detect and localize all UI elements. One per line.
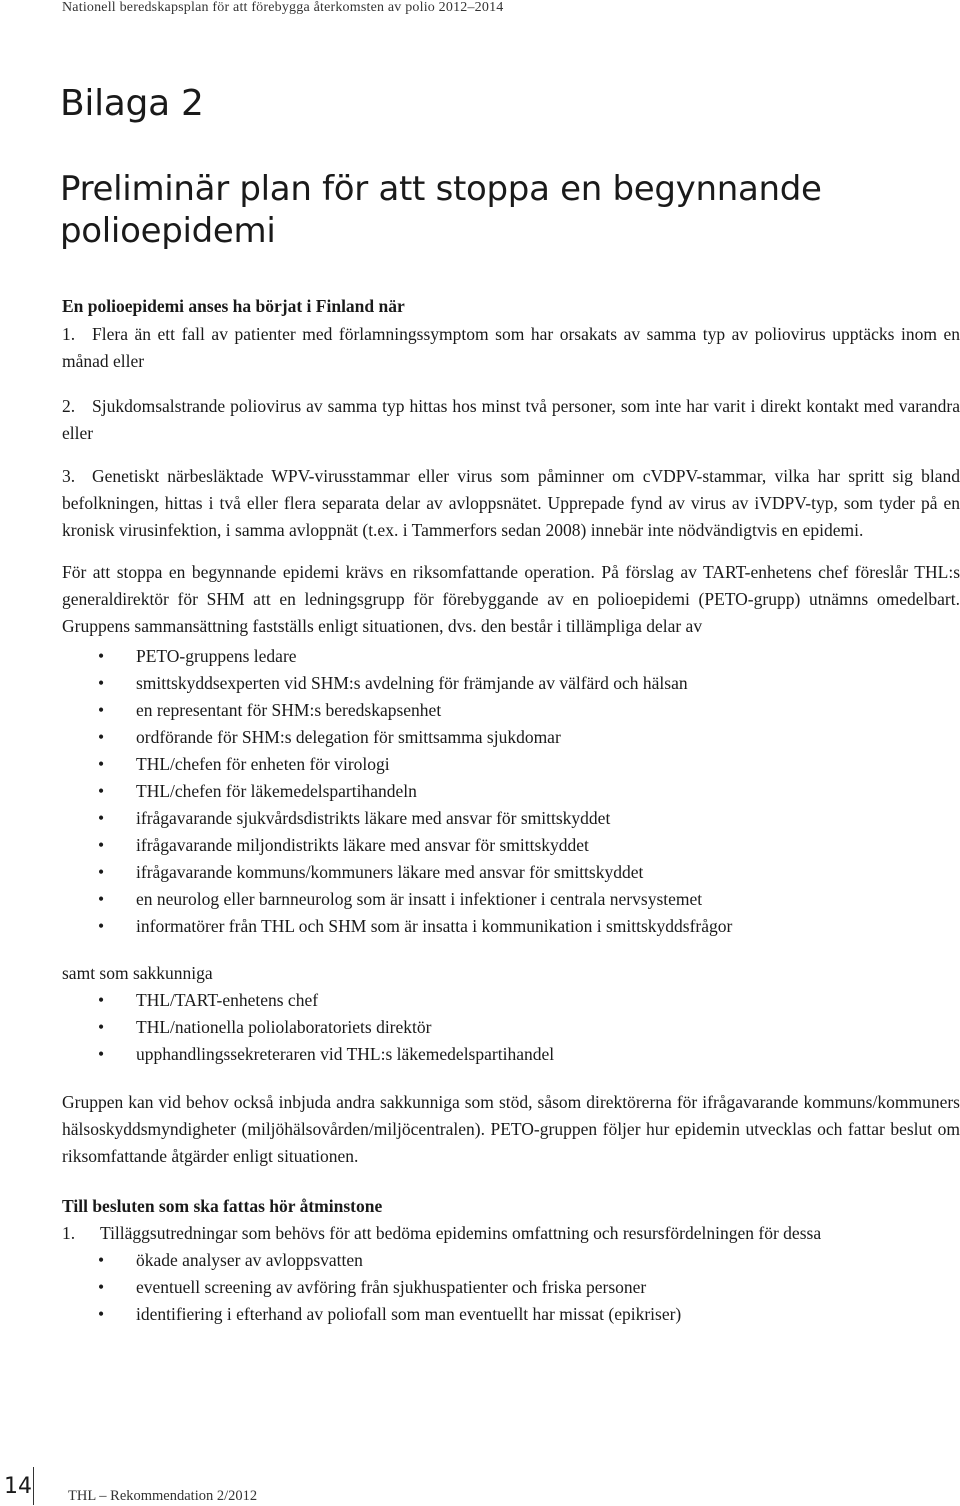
decisions-heading: Till besluten som ska fattas hör åtminstone xyxy=(62,1196,383,1216)
members-list xyxy=(62,643,960,940)
bullet-icon: • xyxy=(98,754,105,774)
bullet-icon: • xyxy=(98,1277,105,1297)
bullet-icon: • xyxy=(98,1304,105,1324)
bullet-icon: • xyxy=(98,862,105,882)
decision-subitems xyxy=(62,1247,960,1328)
bullet-icon: • xyxy=(98,1044,105,1064)
bullet-icon: • xyxy=(98,835,105,855)
item-text: Flera än ett fall av patienter med förlamningssymptom som har orsakats av samma typ av poliovirus upptäcks inom en månad eller xyxy=(62,324,960,371)
bullet-icon: • xyxy=(98,673,105,693)
list-item: • informatörer från THL och SHM som är insatta i kommunikation i smittskyddsfrågor xyxy=(62,913,960,940)
page-title: Preliminär plan för att stoppa en begynnande polioepidemi xyxy=(60,169,822,251)
list-item: • PETO-gruppens ledare xyxy=(62,643,960,670)
list-item: • en neurolog eller barnneurolog som är insatt i infektioner i centrala nervsystemet xyxy=(62,886,960,913)
bullet-icon: • xyxy=(98,646,105,666)
running-header: Nationell beredskapsplan för att förebygga återkomsten av polio 2012–2014 xyxy=(62,0,504,15)
bullet-icon: • xyxy=(98,916,105,936)
criteria-item-1 xyxy=(62,321,960,375)
list-item: • upphandlingssekreteraren vid THL:s läkemedelspartihandel xyxy=(62,1041,960,1068)
list-item: • en representant för SHM:s beredskapsenhet xyxy=(62,697,960,724)
bullet-icon: • xyxy=(98,1250,105,1270)
list-item: • THL/chefen för läkemedelspartihandeln xyxy=(62,778,960,805)
bullet-icon: • xyxy=(98,781,105,801)
experts-lead: samt som sakkunniga xyxy=(62,963,213,983)
bullet-icon: • xyxy=(98,727,105,747)
experts-list xyxy=(62,987,960,1068)
list-item: • THL/TART-enhetens chef xyxy=(62,987,960,1014)
list-item: • ifrågavarande miljondistrikts läkare med ansvar för smittskyddet xyxy=(62,832,960,859)
bullet-icon: • xyxy=(98,700,105,720)
list-item: • ifrågavarande sjukvårdsdistrikts läkare med ansvar för smittskyddet xyxy=(62,805,960,832)
bullet-icon: • xyxy=(98,808,105,828)
appendix-heading: Bilaga 2 xyxy=(60,83,204,124)
bullet-icon: • xyxy=(98,1017,105,1037)
item-text: Sjukdomsalstrande poliovirus av samma typ hittas hos minst två personer, som inte har varit i direkt kontakt med varandra eller xyxy=(62,396,960,443)
decision-item-1 xyxy=(62,1220,960,1247)
item-number: 1. xyxy=(62,1223,76,1243)
list-item: • eventuell screening av avföring från sjukhuspatienter och friska personer xyxy=(62,1274,960,1301)
list-item: • THL/nationella poliolaboratoriets direktör xyxy=(62,1014,960,1041)
operation-paragraph: För att stoppa en begynnande epidemi krävs en riksomfattande operation. På förslag av TART-enhetens chef föreslår THL:s generaldirektör för SHM att en ledningsgrupp för förebyggande av en polioepidemi (PETO-grupp) utnämns omedelbart. Gruppens sammansättning fastställs enligt situationen, dvs. den består i tillämpliga delar av xyxy=(62,562,960,636)
item-number: 3. xyxy=(62,466,76,486)
bullet-icon: • xyxy=(98,889,105,909)
list-item: • ordförande för SHM:s delegation för smittsamma sjukdomar xyxy=(62,724,960,751)
bullet-icon: • xyxy=(98,990,105,1010)
list-item: • THL/chefen för enheten för virologi xyxy=(62,751,960,778)
page-number: 14 xyxy=(4,1474,32,1499)
list-item: • ifrågavarande kommuns/kommuners läkare med ansvar för smittskyddet xyxy=(62,859,960,886)
intro-lead: En polioepidemi anses ha börjat i Finland när xyxy=(62,296,405,316)
list-item: • smittskyddsexperten vid SHM:s avdelning för främjande av välfärd och hälsan xyxy=(62,670,960,697)
document-body xyxy=(62,293,960,1328)
item-number: 1. xyxy=(62,324,76,344)
list-item: • ökade analyser av avloppsvatten xyxy=(62,1247,960,1274)
criteria-item-3 xyxy=(62,463,960,544)
item-text: Genetiskt närbesläktade WPV-virusstammar eller virus som påminner om cVDPV-stammar, vilka har spritt sig bland befolkningen, hittas i två eller flera separata delar av avloppsnätet. Upprepade fynd av virus av iVDPV-typ, som tyder på en kronisk virusinfektion, i samma avloppnät (t.ex. i Tammerfors sedan 2008) innebär inte nödvändigtvis en epidemi. xyxy=(62,466,960,540)
criteria-item-2 xyxy=(62,393,960,447)
group-paragraph: Gruppen kan vid behov också inbjuda andra sakkunniga som stöd, såsom direktörerna för ifrågavarande kommuns/kommuners hälsoskyddsmyndigheter (miljöhälsovården/miljöcentralen). PETO-gruppen följer hur epidemin utvecklas och fattar beslut om riksomfattande åtgärder enligt situationen. xyxy=(62,1092,960,1166)
item-text: Tilläggsutredningar som behövs för att bedöma epidemins omfattning och resursfördelningen för dessa xyxy=(100,1223,822,1243)
item-number: 2. xyxy=(62,396,76,416)
footer-publication: THL – Rekommendation 2/2012 xyxy=(68,1488,258,1504)
list-item: • identifiering i efterhand av poliofall som man eventuellt har missat (epikriser) xyxy=(62,1301,960,1328)
